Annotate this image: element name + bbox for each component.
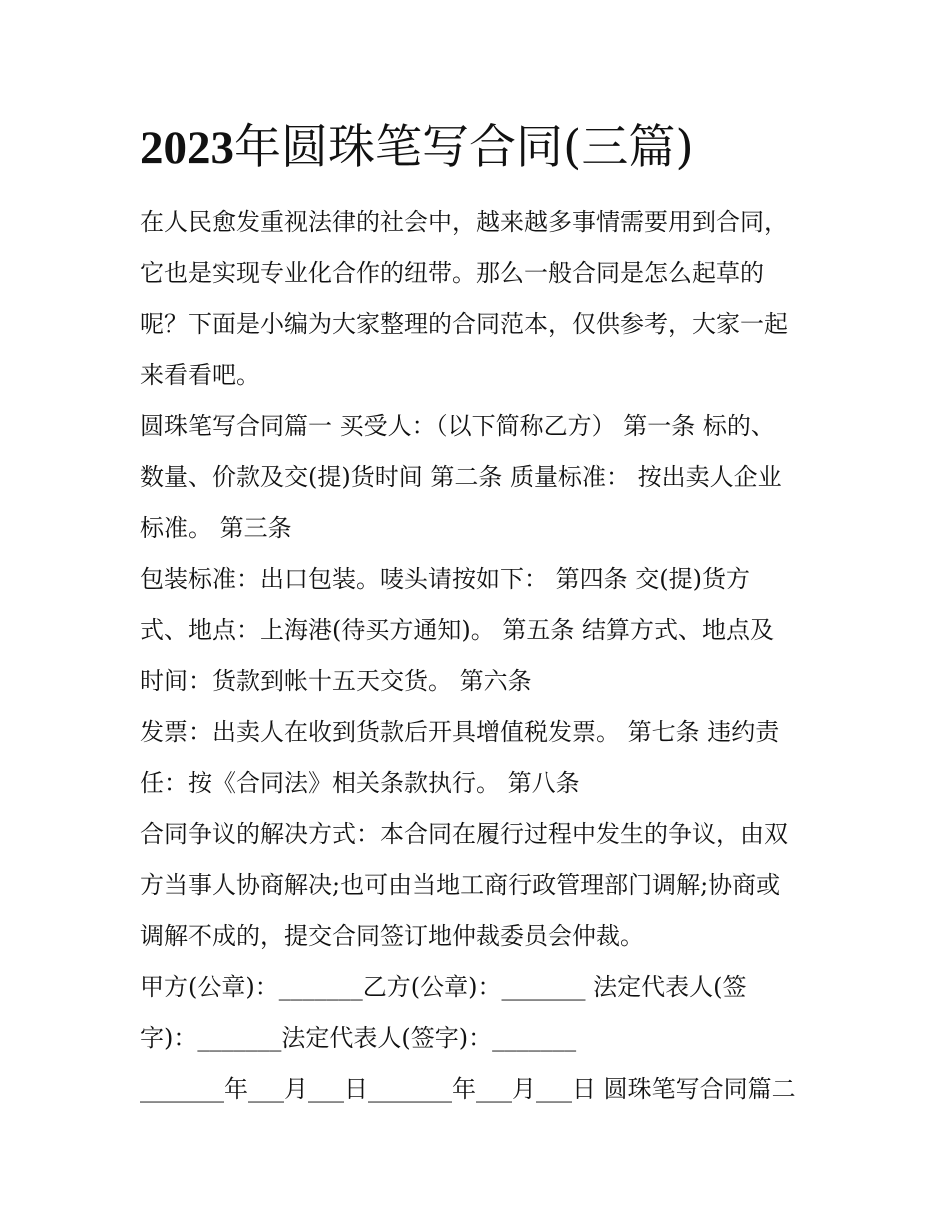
paragraph-line: 在人民愈发重视法律的社会中，越来越多事情需要用到合同，: [140, 208, 788, 236]
paragraph-line: 它也是实现专业化合作的纽带。那么一般合同是怎么起草的: [140, 259, 764, 287]
date-line: _______年___月___日_______年___月___日 圆珠笔写合同篇二: [140, 1075, 796, 1103]
title-text: 年圆珠笔写合同(三篇): [234, 120, 694, 175]
paragraph-line: 发票：出卖人在收到货款后开具增值税发票。 第七条 违约责: [140, 718, 780, 746]
paragraph-line: 呢？下面是小编为大家整理的合同范本，仅供参考，大家一起: [140, 310, 788, 338]
paragraph-line: 任：按《合同法》相关条款执行。 第八条: [140, 769, 580, 797]
paragraph-line: 合同争议的解决方式：本合同在履行过程中发生的争议，由双: [140, 820, 788, 848]
paragraph-line: 来看看吧。: [140, 361, 260, 389]
paragraph-line: 标准。 第三条: [140, 514, 292, 542]
paragraph-line: 调解不成的，提交合同签订地仲裁委员会仲裁。: [140, 922, 644, 950]
title-year: 2023: [140, 122, 234, 174]
paragraph-line: 圆珠笔写合同篇一 买受人：（以下简称乙方） 第一条 标的、: [140, 412, 775, 440]
signature-line: 字)：_______法定代表人(签字)：_______: [140, 1024, 577, 1052]
paragraph-line: 数量、价款及交(提)货时间 第二条 质量标准： 按出卖人企业: [140, 463, 782, 491]
paragraph-line: 包装标准：出口包装。唛头请按如下： 第四条 交(提)货方: [140, 565, 750, 593]
paragraph-line: 方当事人协商解决;也可由当地工商行政管理部门调解;协商或: [140, 871, 781, 899]
paragraph-line: 时间：货款到帐十五天交货。 第六条: [140, 667, 532, 695]
document-title: [140, 118, 840, 178]
signature-line: 甲方(公章)：_______乙方(公章)：_______ 法定代表人(签: [140, 973, 747, 1001]
paragraph-line: 式、地点：上海港(待买方通知)。 第五条 结算方式、地点及: [140, 616, 774, 644]
